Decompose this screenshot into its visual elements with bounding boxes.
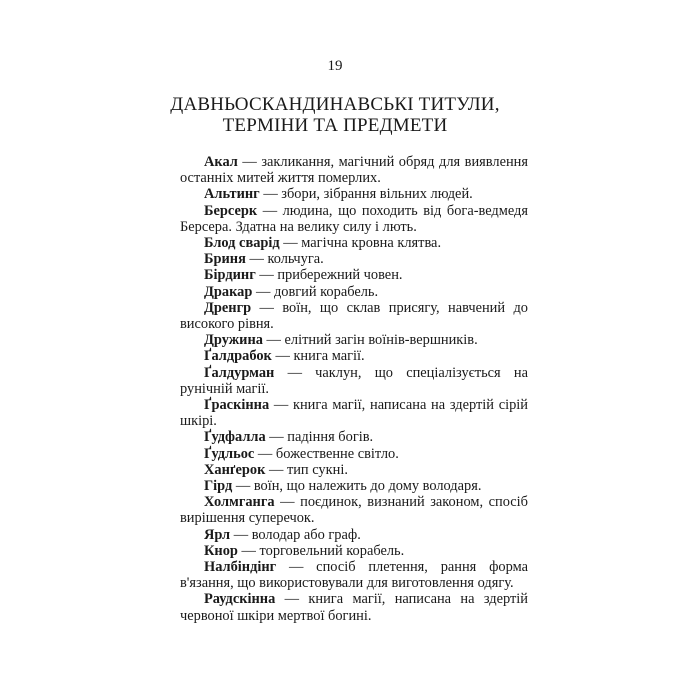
glossary-definition: — прибережний човен. — [255, 267, 403, 284]
glossary-definition: — спосіб плетення, рання форма в'язання, що використовували для виготовлення одягу. — [180, 559, 528, 592]
glossary-term: Ярл — [204, 526, 231, 543]
glossary-term: Холмганга — [204, 494, 275, 511]
glossary-definition: — закликання, магічний обряд для виявлення останніх митей життя померлих. — [180, 154, 528, 187]
glossary-entry — [180, 397, 528, 429]
glossary-definition: — людина, що походить від бога-ведмедя Берсера. Здатна на велику силу і лють. — [180, 202, 528, 235]
glossary-entry — [180, 494, 528, 526]
heading-line-1: ДАВНЬОСКАНДИНАВСЬКІ ТИТУЛИ, — [170, 94, 500, 115]
glossary-term: Дружина — [204, 332, 263, 349]
glossary-entry — [180, 478, 528, 494]
glossary-definition: — книга магії, написана на здертій червоної шкіри мертвої богині. — [180, 591, 528, 624]
glossary-entry — [180, 543, 528, 559]
glossary-definition: — елітний загін воїнів-вершників. — [262, 332, 478, 349]
glossary-definition: — збори, зібрання вільних людей. — [259, 186, 473, 203]
glossary-definition: — книга магії. — [271, 348, 365, 365]
glossary-definition: — чаклун, що спеціалізується на рунічній магії. — [180, 364, 528, 397]
heading-line-2: ТЕРМІНИ ТА ПРЕДМЕТИ — [222, 115, 448, 136]
glossary-entry — [180, 446, 528, 462]
glossary-term: Раудскінна — [204, 591, 276, 608]
glossary-entry — [180, 332, 528, 348]
section-heading — [0, 94, 670, 136]
glossary-entry — [180, 591, 528, 623]
glossary-entry — [180, 559, 528, 591]
glossary-term: Ханґерок — [204, 461, 266, 478]
glossary-term: Ґудфалла — [204, 429, 266, 446]
glossary-definition: — поєдинок, визнаний законом, спосіб вирішення суперечок. — [180, 494, 528, 527]
glossary-definition: — кольчуга. — [245, 251, 324, 268]
glossary-list — [180, 154, 528, 624]
glossary-term: Блод сварід — [204, 235, 280, 252]
glossary-term: Кнор — [204, 542, 238, 559]
glossary-term: Альтинг — [204, 186, 260, 203]
glossary-term: Акал — [204, 154, 238, 170]
glossary-entry — [180, 251, 528, 267]
glossary-definition: — божественне світло. — [254, 445, 399, 462]
glossary-definition: — падіння богів. — [265, 429, 374, 446]
glossary-definition: — магічна кровна клятва. — [279, 235, 442, 252]
glossary-entry — [180, 267, 528, 283]
glossary-term: Ґраскінна — [204, 397, 270, 414]
glossary-term: Берсерк — [204, 202, 258, 219]
glossary-definition: — тип сукні. — [265, 461, 348, 478]
glossary-definition: — воїн, що належить до дому володаря. — [232, 478, 482, 495]
glossary-entry — [180, 365, 528, 397]
glossary-entry — [180, 203, 528, 235]
glossary-entry — [180, 154, 528, 186]
glossary-term: Ґалдрабок — [204, 348, 272, 365]
glossary-entry — [180, 300, 528, 332]
glossary-term: Ґудльос — [204, 445, 255, 462]
glossary-term: Дракар — [204, 283, 253, 300]
glossary-definition: — довгий корабель. — [252, 283, 379, 300]
page-number: 19 — [327, 58, 343, 74]
glossary-entry — [180, 235, 528, 251]
glossary-entry — [180, 462, 528, 478]
glossary-entry — [180, 284, 528, 300]
glossary-term: Дренгр — [204, 299, 252, 316]
glossary-definition: — книга магії, написана на здертій сірій шкірі. — [180, 397, 528, 430]
glossary-term: Гірд — [204, 478, 233, 495]
glossary-definition: — володар або граф. — [230, 526, 361, 543]
glossary-entry — [180, 527, 528, 543]
glossary-definition: — воїн, що склав присягу, навчений до високого рівня. — [180, 299, 528, 333]
glossary-term: Бриня — [204, 251, 246, 268]
glossary-entry — [180, 348, 528, 364]
glossary-entry — [180, 429, 528, 445]
glossary-entry — [180, 186, 528, 202]
glossary-term: Налбіндінг — [204, 559, 277, 576]
glossary-term: Ґалдурман — [204, 364, 275, 381]
glossary-definition: — торговельний корабель. — [237, 542, 405, 559]
glossary-term: Бірдинг — [204, 267, 256, 284]
